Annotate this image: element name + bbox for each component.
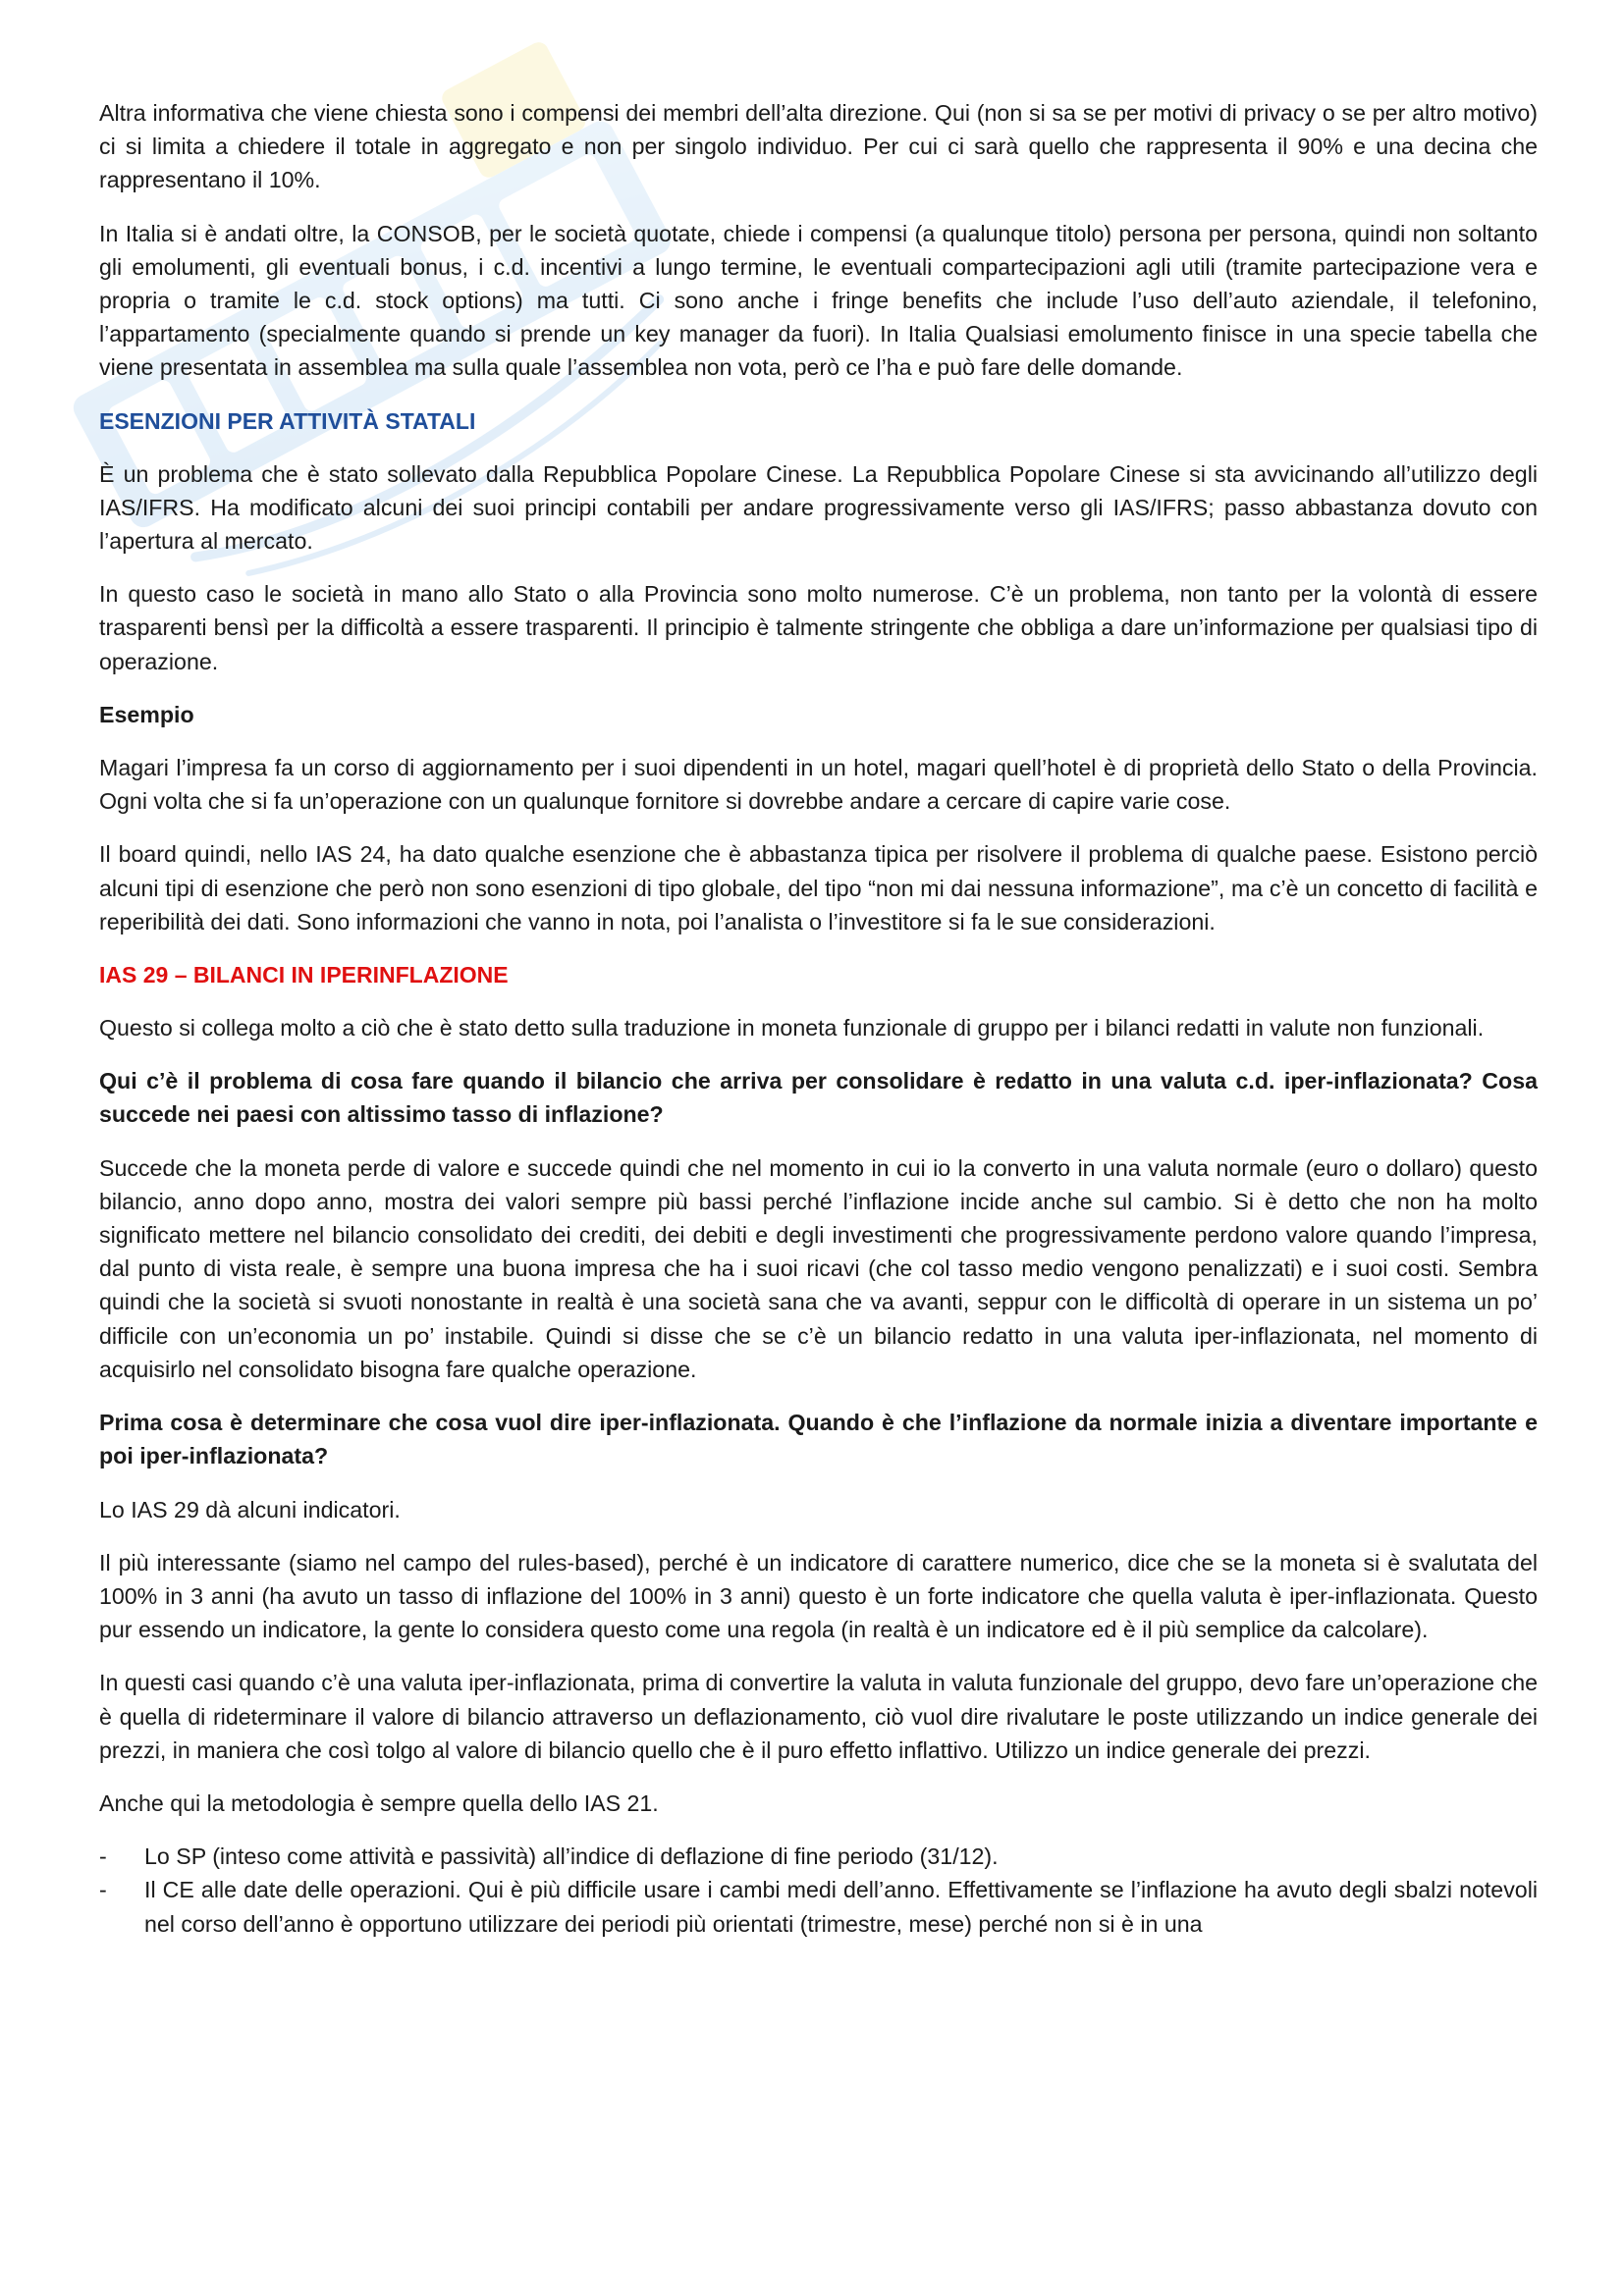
section-heading-ias29: IAS 29 – BILANCI IN IPERINFLAZIONE	[99, 962, 509, 988]
paragraph-china: È un problema che è stato sollevato dalla Repubblica Popolare Cinese. La Repubblica Popolare Cinese si sta avvicinando all’utilizzo degli IAS/IFRS. Ha modificato alcuni dei suoi principi contabili per andare progressivamente verso gli IAS/IFRS; passo abbastanza dovuto con l’apertura al mercato.	[99, 460, 1538, 555]
paragraph-methodology: Anche qui la metodologia è sempre quella dello IAS 21.	[99, 1789, 659, 1816]
methodology-list	[99, 1840, 1538, 1941]
paragraph-indicators: Lo IAS 29 dà alcuni indicatori.	[99, 1496, 401, 1522]
paragraph-state-companies: In questo caso le società in mano allo Stato o alla Provincia sono molto numerose. C’è un problema, non tanto per la volontà di essere trasparenti bensì per la difficoltà a essere trasparenti. Il principio è talmente stringente che obbliga a dare un’informazione per qualsiasi tipo di operazione.	[99, 581, 1538, 674]
list-item-text: Lo SP (inteso come attività e passività) all’indice di deflazione di fine periodo (31/12).	[144, 1843, 999, 1870]
list-item	[99, 1873, 1538, 1940]
subheading-esempio: Esempio	[99, 701, 194, 727]
list-item-text: Il CE alle date delle operazioni. Qui è più difficile usare i cambi medi dell’anno. Effettivamente se l’inflazione ha avuto degli sbalzi notevoli nel corso dell’anno è opportuno utilizzare dei periodi più orientati (trimestre, mese) perché non si è in una	[144, 1877, 1538, 1937]
question-hyperinflation: Qui c’è il problema di cosa fare quando il bilancio che arriva per consolidare è redatto in una valuta c.d. iper-inflazionata? Cosa succede nei paesi con altissimo tasso di inflazione?	[99, 1068, 1538, 1128]
paragraph-functional-currency: Questo si collega molto a ciò che è stato detto sulla traduzione in moneta funzionale di gruppo per i bilanci redatti in valute non funzionali.	[99, 1015, 1485, 1041]
paragraph-consob: In Italia si è andati oltre, la CONSOB, per le società quotate, chiede i compensi (a qualunque titolo) persona per persona, quindi non soltanto gli emolumenti, gli eventuali bonus, i c.d. incentivi a lungo termine, le eventuali compartecipazioni agli utili (tramite partecipazione vera e propria o tramite le c.d. stock options) ma tutti. Ci sono anche i fringe benefits che include l’uso dell’auto aziendale, il telefonino, l’appartamento (specialmente quando si prende un key manager da fuori). In Italia Qualsiasi emolumento finisce in una specie tabella che viene presentata in assemblea ma sulla quale l’assemblea non vota, però ce l’ha e può fare delle domande.	[99, 220, 1538, 381]
paragraph-ias24-exemptions: Il board quindi, nello IAS 24, ha dato qualche esenzione che è abbastanza tipica per risolvere il problema di qualche paese. Esistono perciò alcuni tipi di esenzione che però non sono esenzioni di tipo globale, del tipo “non mi dai nessuna informazione”, ma c’è un concetto di facilità e reperibilità dei dati. Sono informazioni che vanno in nota, poi l’analista o l’investitore si fa le sue considerazioni.	[99, 841, 1538, 934]
question-definition: Prima cosa è determinare che cosa vuol dire iper-inflazionata. Quando è che l’inflazione da normale inizia a diventare importante e poi iper-inflazionata?	[99, 1410, 1538, 1469]
list-marker: -	[99, 1877, 107, 1903]
section-heading-esenzioni: ESENZIONI PER ATTIVITÀ STATALI	[99, 407, 476, 434]
paragraph-deflation: In questi casi quando c’è una valuta iper-inflazionata, prima di convertire la valuta in valuta funzionale del gruppo, devo fare un’operazione che è quella di rideterminare il valore di bilancio attraverso un deflazionamento, ciò vuol dire rivalutare le poste utilizzando un indice generale dei prezzi, in maniera che così tolgo al valore di bilancio quello che è il puro effetto inflattivo. Utilizzo un indice generale dei prezzi.	[99, 1670, 1538, 1763]
paragraph-rules-based: Il più interessante (siamo nel campo del rules-based), perché è un indicatore di carattere numerico, dice che se la moneta si è svalutata del 100% in 3 anni (ha avuto un tasso di inflazione del 100% in 3 anni) questo è un forte indicatore che quella valuta è iper-inflazionata. Questo pur essendo un indicatore, la gente lo considera questo come una regola (in realtà è un indicatore ed è il più semplice da calcolare).	[99, 1549, 1538, 1643]
document-page	[99, 96, 1538, 1941]
list-marker: -	[99, 1843, 107, 1870]
list-item	[99, 1840, 1538, 1873]
paragraph-compensation: Altra informativa che viene chiesta sono i compensi dei membri dell’alta direzione. Qui (non si sa se per motivi di privacy o se per altro motivo) ci si limita a chiedere il totale in aggregato e non per singolo individuo. Per cui ci sarà quello che rappresenta il 90% e una decina che rappresentano il 10%.	[99, 100, 1538, 193]
paragraph-currency-loss: Succede che la moneta perde di valore e succede quindi che nel momento in cui io la converto in una valuta normale (euro o dollaro) questo bilancio, anno dopo anno, mostra dei valori sempre più bassi perché l’inflazione incide anche sul cambio. Si è detto che non ha molto significato mettere nel bilancio consolidato dei crediti, dei debiti e degli investimenti che progressivamente perdono valore quando l’impresa, dal punto di vista reale, è sempre una buona impresa che ha i suoi ricavi (che col tasso medio vengono penalizzati) e i suoi costi. Sembra quindi che la società si svuoti nonostante in realtà è una società sana che va avanti, seppur con le difficoltà di operare in un sistema un po’ difficile con un’economia un po’ instabile. Quindi si disse che se c’è un bilancio redatto in una valuta iper-inflazionata, nel momento di acquisirlo nel consolidato bisogna fare qualche operazione.	[99, 1154, 1538, 1382]
paragraph-hotel-example: Magari l’impresa fa un corso di aggiornamento per i suoi dipendenti in un hotel, magari quell’hotel è di proprietà dello Stato o della Provincia. Ogni volta che si fa un’operazione con un qualunque fornitore si dovrebbe andare a cercare di capire varie cose.	[99, 755, 1538, 815]
